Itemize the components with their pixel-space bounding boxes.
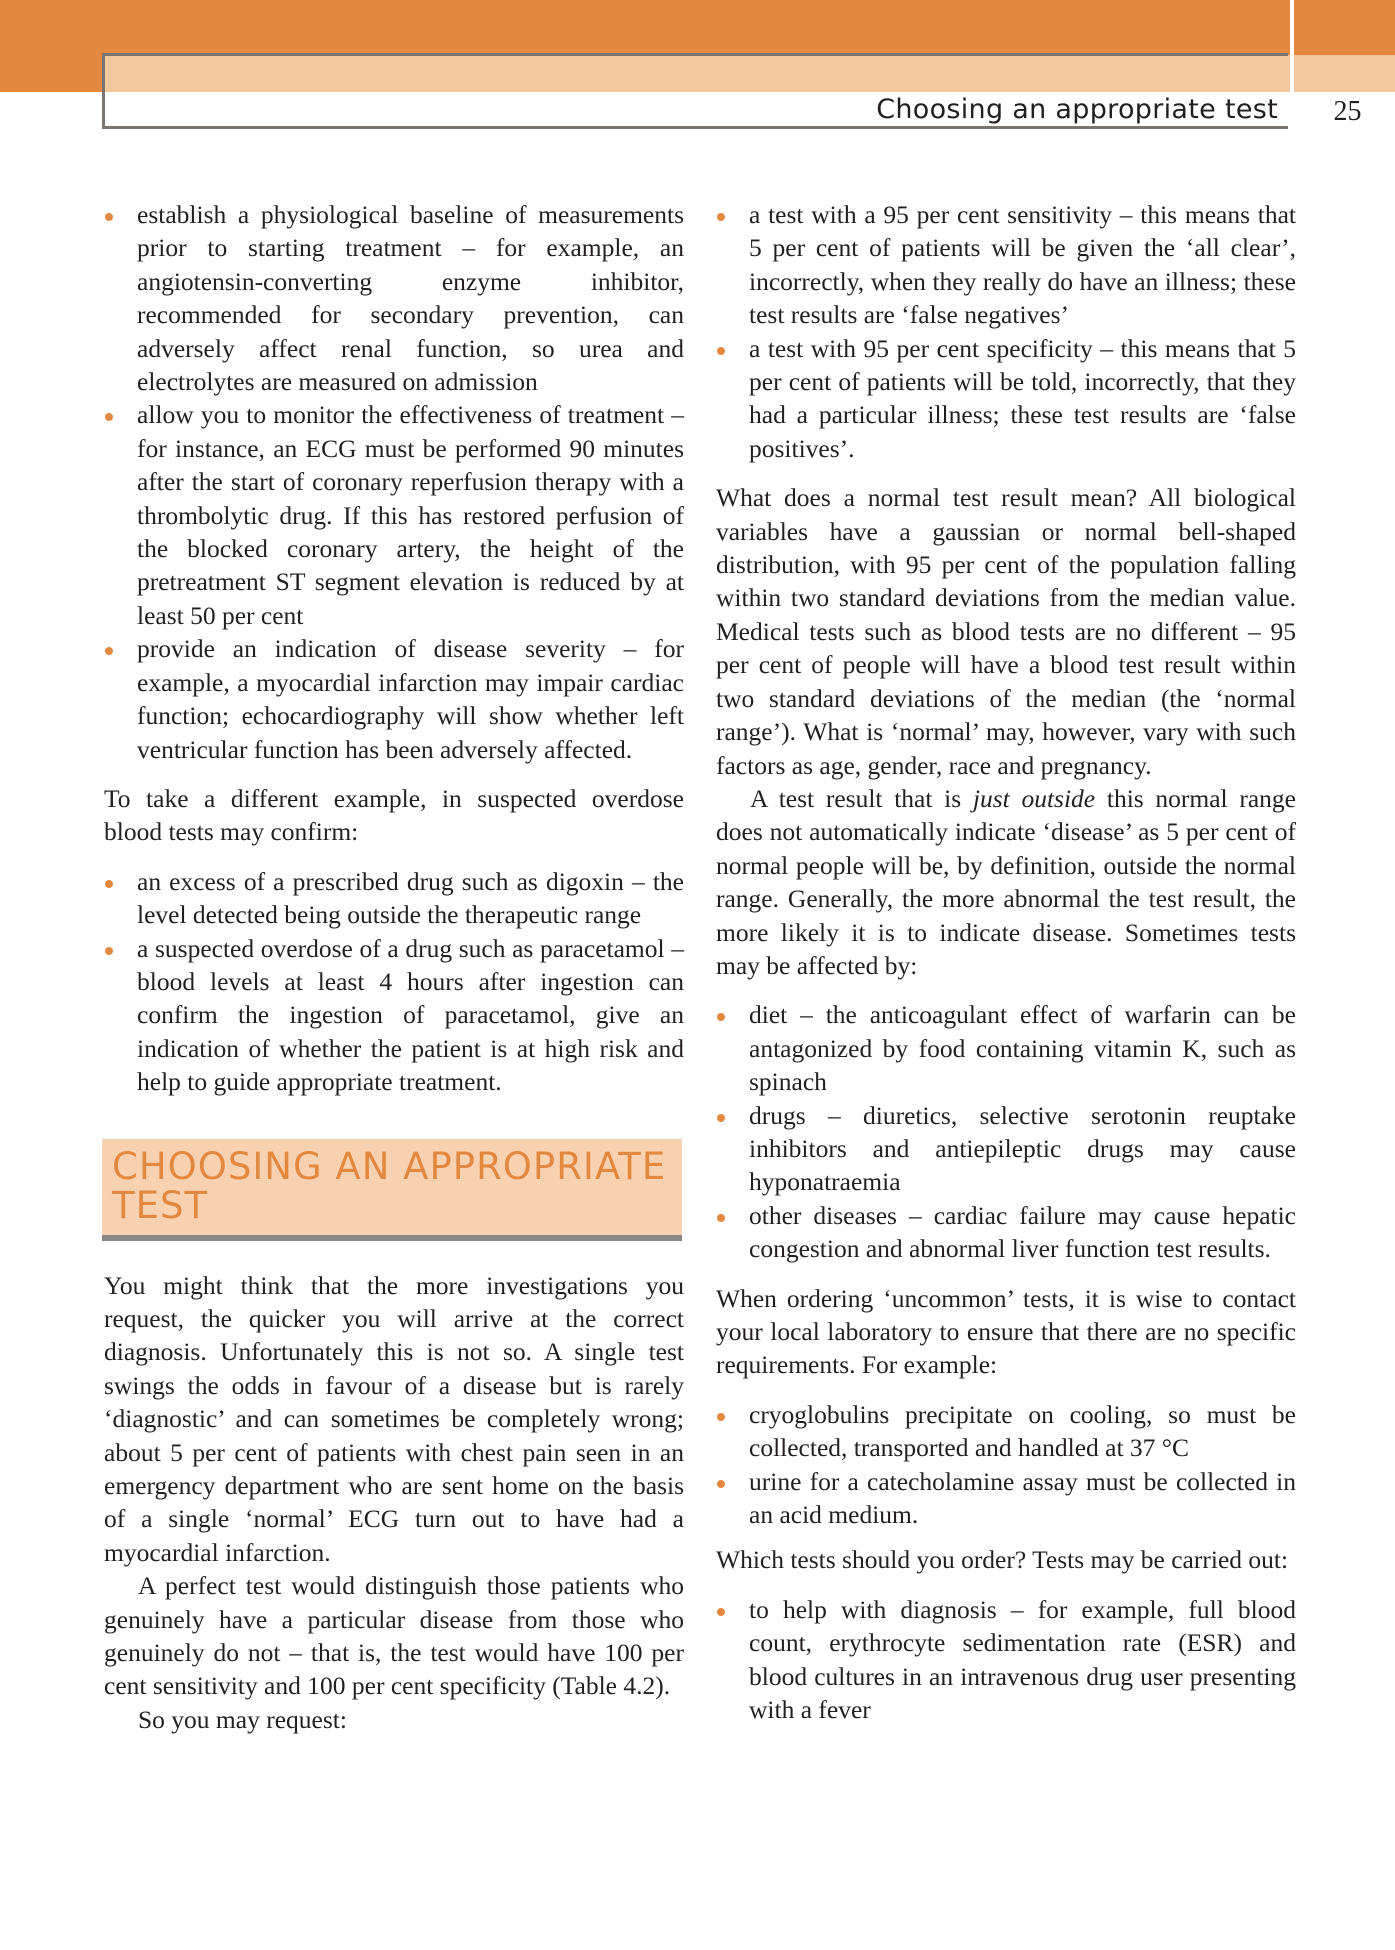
list-item: establish a physiological baseline of measurements prior to starting treatment – for example, an angiotensin-converting enzyme inhibitor, recommended for secondary prevention, can adversely affect renal function, so urea and electrolytes are measured on admission <box>104 198 684 398</box>
header-separator <box>1290 0 1294 130</box>
left-column <box>104 198 684 1736</box>
list-item: a test with a 95 per cent sensitivity – this means that 5 per cent of patients will be given the ‘all clear’, incorrectly, when they really do have an illness; these test results are ‘false negatives’ <box>716 198 1296 332</box>
running-title: Choosing an appropriate test <box>876 94 1278 125</box>
text-run: A test result that is <box>750 783 973 813</box>
paragraph: To take a different example, in suspected overdose blood tests may confirm: <box>104 783 684 847</box>
page-number: 25 <box>1333 96 1362 127</box>
bullet-list <box>716 198 1296 465</box>
paragraph: So you may request: <box>138 1704 347 1734</box>
paragraph: What does a normal test result mean? All biological variables have a gaussian or normal bell-shaped distribution, with 95 per cent of the population falling within two standard deviations from the median value. Medical tests such as blood tests are no different – 95 per cent of people will have a blood test result within two standard deviations of the median (the ‘normal range’). What is ‘normal’ may, however, vary with such factors as age, gender, race and pregnancy. <box>716 483 1296 780</box>
text-run: this normal range does not automatically indicate ‘disease’ as 5 per cent of normal people will be, by definition, outside the normal range. Generally, the more abnormal the test result, the more likely it is to indicate disease. Sometimes tests may be affected by: <box>716 783 1296 980</box>
paragraph: Which tests should you order? Tests may be carried out: <box>716 1545 1289 1575</box>
bullet-list <box>104 865 684 1099</box>
list-item: other diseases – cardiac failure may cause hepatic congestion and abnormal liver function test results. <box>716 1199 1296 1266</box>
list-item: to help with diagnosis – for example, full blood count, erythrocyte sedimentation rate (ESR) and blood cultures in an intravenous drug user presenting with a fever <box>716 1593 1296 1727</box>
bullet-list <box>104 198 684 766</box>
list-item: drugs – diuretics, selective serotonin reuptake inhibitors and antiepileptic drugs may cause hyponatraemia <box>716 1099 1296 1199</box>
header-corner-light <box>1294 55 1395 92</box>
paragraph: When ordering ‘uncommon’ tests, it is wise to contact your local laboratory to ensure that there are no specific requirements. For example: <box>716 1283 1296 1380</box>
bullet-list <box>716 1398 1296 1532</box>
list-item: allow you to monitor the effectiveness of treatment – for instance, an ECG must be performed 90 minutes after the start of coronary reperfusion therapy with a thrombolytic drug. If this has restored perfusion of the blocked coronary artery, the height of the pretreatment ST segment elevation is reduced by at least 50 per cent <box>104 398 684 632</box>
list-item: a suspected overdose of a drug such as paracetamol – blood levels at least 4 hours after ingestion can confirm the ingestion of paracetamol, give an indication of whether the patient is at high risk and help to guide appropriate treatment. <box>104 932 684 1099</box>
emphasis: just outside <box>972 783 1096 813</box>
header-corner-dark <box>1294 0 1395 55</box>
paragraph: You might think that the more investigations you request, the quicker you will arrive at the correct diagnosis. Unfortunately this is not so. A single test swings the odds in favour of a disease but is rarely ‘diagnostic’ and can sometimes be completely wrong; about 5 per cent of patients with chest pain seen in an emergency department who are sent home on the basis of a single ‘normal’ ECG turn out to have had a myocardial infarction. <box>104 1270 684 1567</box>
bullet-list <box>716 998 1296 1265</box>
list-item: an excess of a prescribed drug such as digoxin – the level detected being outside the therapeutic range <box>104 865 684 932</box>
list-item: a test with 95 per cent specificity – this means that 5 per cent of patients will be told, incorrectly, that they had a particular illness; these test results are ‘false positives’. <box>716 332 1296 466</box>
paragraph <box>716 782 1296 982</box>
list-item: provide an indication of disease severity – for example, a myocardial infarction may impair cardiac function; echocardiography will show whether left ventricular function has been adversely affected. <box>104 632 684 766</box>
list-item: diet – the anticoagulant effect of warfarin can be antagonized by food containing vitamin K, such as spinach <box>716 998 1296 1098</box>
section-heading: CHOOSING AN APPROPRIATE TEST <box>102 1139 682 1241</box>
bullet-list <box>716 1593 1296 1727</box>
list-item: urine for a catecholamine assay must be collected in an acid medium. <box>716 1465 1296 1532</box>
paragraph: A perfect test would distinguish those patients who genuinely have a particular disease from those who genuinely do not – that is, the test would have 100 per cent sensitivity and 100 per cent specificity (Table 4.2). <box>104 1571 684 1701</box>
right-column <box>716 198 1296 1726</box>
list-item: cryoglobulins precipitate on cooling, so must be collected, transported and handled at 37 °C <box>716 1398 1296 1465</box>
